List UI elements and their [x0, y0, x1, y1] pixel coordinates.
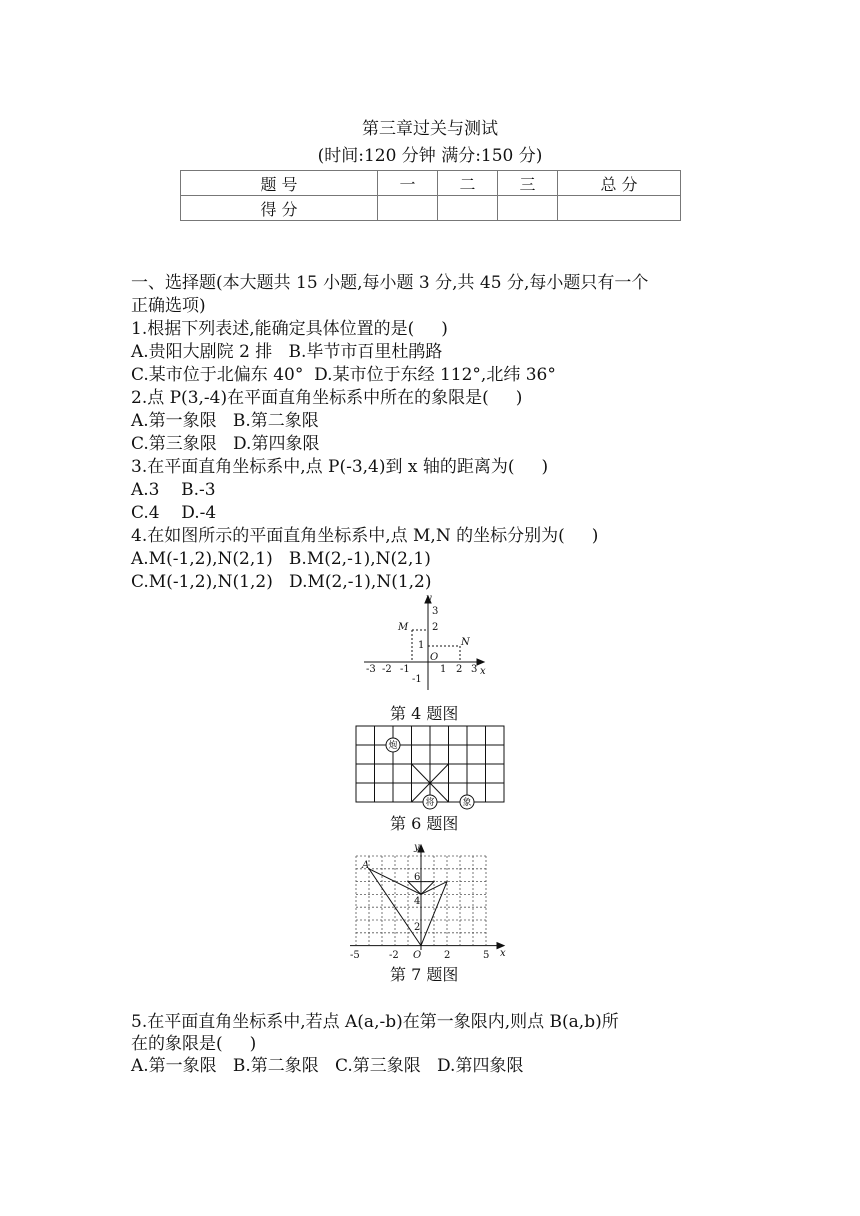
score-cell[interactable]: [558, 196, 681, 221]
piece-cannon-label: 炮: [388, 741, 398, 751]
score-row-label: 得 分: [181, 196, 378, 221]
score-header-cell: 一: [378, 171, 438, 196]
point-a-label: A: [362, 860, 370, 871]
x-axis-arrow: [477, 659, 484, 665]
question-1: 1.根据下列表述,能确定具体位置的是( ): [131, 319, 448, 339]
q1-options-ab: A.贵阳大剧院 2 排 B.毕节市百里杜鹃路: [131, 342, 443, 362]
x-tick-label: -3: [366, 664, 376, 675]
score-table-row: [181, 196, 681, 221]
figure-6-caption: 第 6 题图: [390, 814, 459, 833]
score-header-cell: 三: [498, 171, 558, 196]
y-axis-label: y: [414, 842, 420, 853]
question-2: 2.点 P(3,-4)在平面直角坐标系中所在的象限是( ): [131, 388, 523, 408]
y-tick-label: -1: [412, 674, 422, 685]
figure-7-caption: 第 7 题图: [390, 965, 459, 984]
question-3: 3.在平面直角坐标系中,点 P(-3,4)到 x 轴的距离为( ): [131, 457, 549, 477]
figure-4-coordinate-plane: [360, 590, 500, 700]
x-tick-label: 1: [440, 664, 447, 675]
score-cell[interactable]: [438, 196, 498, 221]
y-tick-label: 4: [414, 896, 421, 907]
y-tick-label: 2: [414, 922, 421, 933]
q1-options-cd: C.某市位于北偏东 40° D.某市位于东经 112°,北纬 36°: [131, 365, 556, 385]
score-header-cell: 总 分: [558, 171, 681, 196]
piece-general-label: 将: [425, 798, 435, 808]
q3-options-ab: A.3 B.-3: [131, 480, 216, 500]
q3-options-cd: C.4 D.-4: [131, 503, 217, 523]
x-axis-label: x: [500, 948, 506, 959]
figure-7-coordinate-grid: [344, 838, 514, 960]
score-table-header-row: [181, 171, 681, 196]
question-4: 4.在如图所示的平面直角坐标系中,点 M,N 的坐标分别为( ): [131, 526, 599, 546]
section-heading-cont: 正确选项): [131, 296, 206, 316]
q5-options: A.第一象限 B.第二象限 C.第三象限 D.第四象限: [131, 1056, 524, 1076]
point-m-label: M: [398, 622, 409, 633]
x-tick-label: 2: [444, 950, 451, 960]
question-5-cont: 在的象限是( ): [131, 1034, 257, 1054]
score-cell[interactable]: [378, 196, 438, 221]
score-cell[interactable]: [498, 196, 558, 221]
point-n-label: N: [461, 637, 470, 648]
score-header-cell: 题 号: [181, 171, 378, 196]
score-header-cell: 二: [438, 171, 498, 196]
q2-options-cd: C.第三象限 D.第四象限: [131, 434, 320, 454]
y-tick-label: 3: [432, 606, 439, 617]
y-axis-label: y: [426, 593, 432, 604]
piece-elephant-label: 象: [462, 798, 472, 808]
x-tick-label: 2: [456, 664, 463, 675]
section-heading: 一、选择题(本大题共 15 小题,每小题 3 分,共 45 分,每小题只有一个: [131, 273, 649, 293]
y-tick-label: 1: [418, 640, 425, 651]
x-tick-label: -5: [350, 950, 360, 960]
exam-info: (时间:120 分钟 满分:150 分): [317, 146, 543, 166]
x-axis-label: x: [480, 666, 486, 677]
q4-options-cd: C.M(-1,2),N(1,2) D.M(2,-1),N(1,2): [131, 572, 432, 592]
score-table: [180, 170, 681, 221]
origin-label: O: [413, 950, 422, 960]
x-tick-label: -2: [389, 950, 399, 960]
x-tick-label: -1: [400, 664, 410, 675]
q4-options-ab: A.M(-1,2),N(2,1) B.M(2,-1),N(2,1): [131, 549, 431, 569]
y-tick-label: 6: [414, 872, 421, 883]
question-5: 5.在平面直角坐标系中,若点 A(a,-b)在第一象限内,则点 B(a,b)所: [131, 1012, 619, 1032]
x-tick-label: 5: [483, 950, 490, 960]
x-tick-label: 3: [471, 664, 478, 675]
origin-label: O: [430, 652, 439, 663]
page-title: 第三章过关与测试: [362, 119, 498, 139]
q2-options-ab: A.第一象限 B.第二象限: [131, 411, 319, 431]
x-tick-label: -2: [382, 664, 392, 675]
figure-6-chessboard: [350, 722, 510, 812]
y-tick-label: 2: [432, 622, 439, 633]
figure-4-caption: 第 4 题图: [390, 704, 459, 723]
